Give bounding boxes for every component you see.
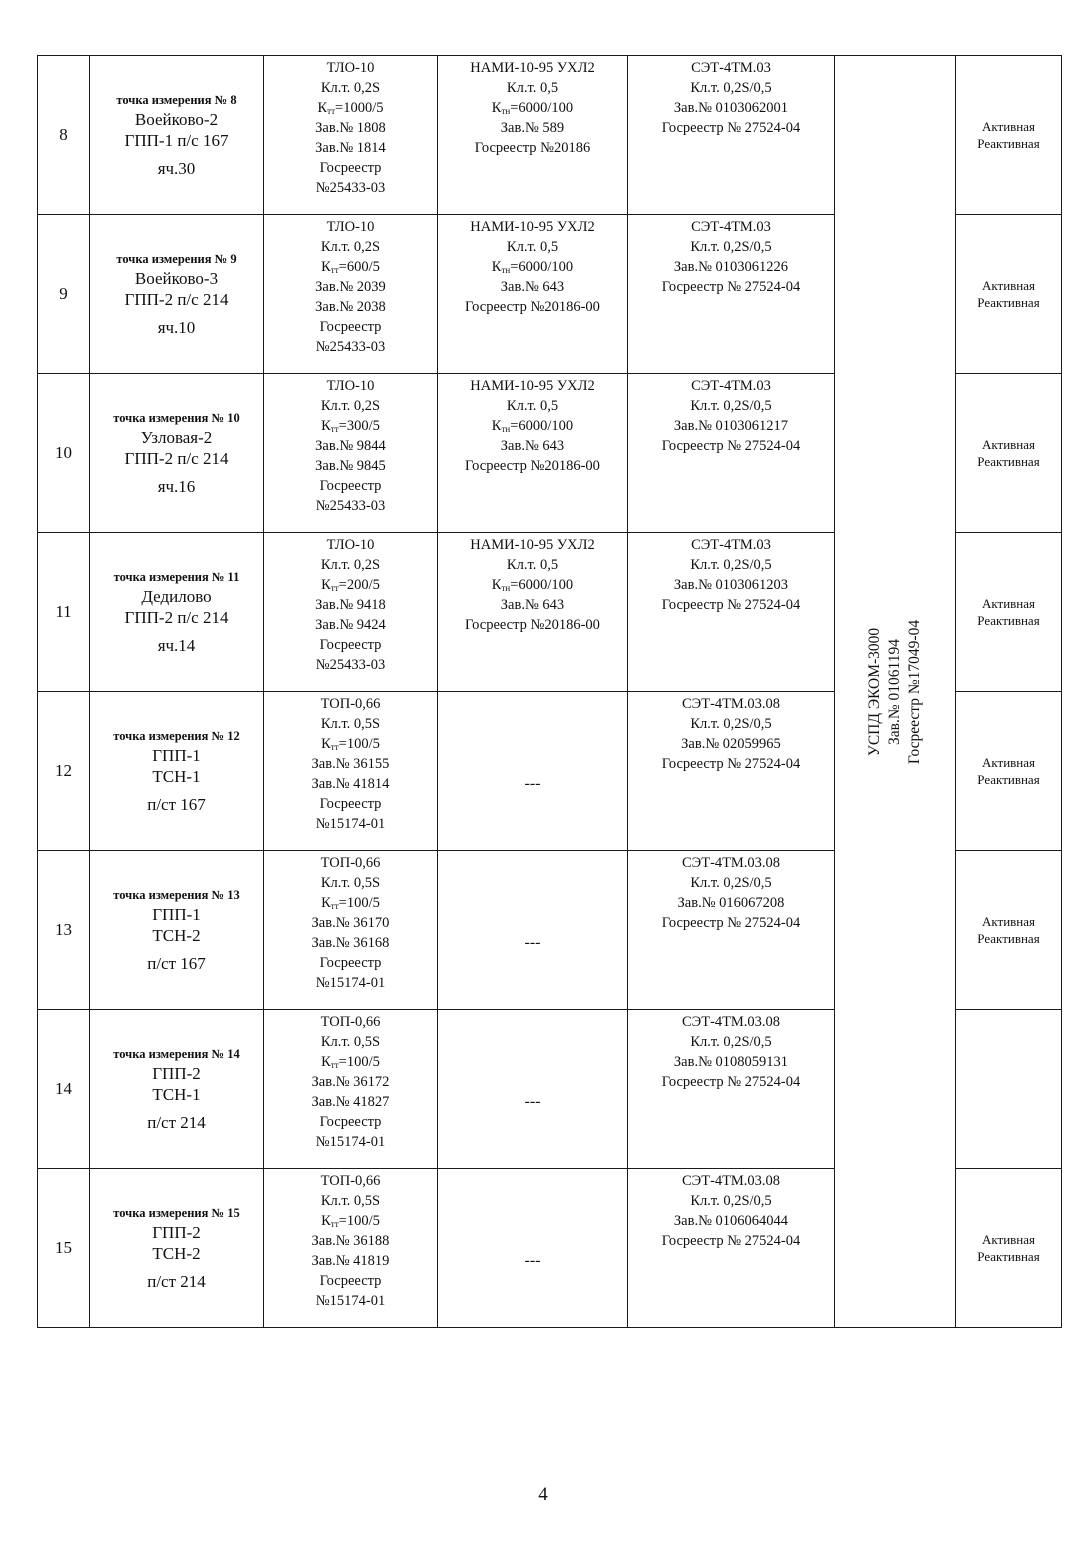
current-transformer-line: №15174-01 [315,816,386,832]
voltage-transformer-empty: --- [438,851,628,1010]
ratio-symbol: К [321,418,331,434]
current-transformer-cell [264,851,438,1010]
current-transformer-ratio [264,416,437,436]
row-number: 12 [38,692,90,851]
measurement-point-location: ТСН-1 [152,767,201,786]
measurement-point-cell [90,1010,264,1169]
current-transformer-line: Зав.№ 1814 [315,140,386,156]
voltage-transformer-empty: --- [438,1169,628,1328]
uspd-rotated-text [865,542,925,842]
meter-line: СЭТ-4ТМ.03.08 [682,696,780,712]
energy-type-cell [956,851,1062,1010]
voltage-transformer-line: НАМИ-10-95 УХЛ2 [470,60,595,76]
current-transformer-ratio [264,98,437,118]
current-transformer-line: Зав.№ 9418 [315,597,386,613]
meter-line: Госреестр № 27524-04 [661,279,801,295]
measurement-point-cell [90,533,264,692]
energy-type-label: Реактивная [977,454,1040,469]
meter-line: Кл.т. 0,2S/0,5 [690,716,772,732]
current-transformer-line: Зав.№ 9845 [315,458,386,474]
current-transformer-ratio [264,257,437,277]
measurement-point-location: Дедилово [141,587,212,606]
measurement-point-label: точка измерения № 11 [113,570,240,584]
current-transformer-cell [264,215,438,374]
ratio-symbol: К [491,100,502,116]
voltage-transformer-ratio [438,575,627,595]
voltage-transformer-line: Зав.№ 643 [500,279,565,295]
current-transformer-line: Зав.№ 41827 [311,1094,390,1110]
meter-line: Госреестр № 27524-04 [661,915,801,931]
current-transformer-line: Госреестр [319,1114,382,1130]
current-transformer-line: №25433-03 [315,498,386,514]
current-transformer-line: ТОП-0,66 [320,1014,381,1030]
voltage-transformer-line: НАМИ-10-95 УХЛ2 [470,537,595,553]
meter-line: Зав.№ 02059965 [681,736,781,752]
ratio-symbol: К [321,1213,331,1229]
ratio-subscript: тн [501,424,511,434]
current-transformer-line: Госреестр [319,1273,382,1289]
energy-type-cell [956,1169,1062,1328]
energy-type-label: Реактивная [977,136,1040,151]
current-transformer-ratio [264,893,437,913]
measurement-point-cell [90,374,264,533]
current-transformer-line: Кл.т. 0,5S [320,1193,381,1209]
current-transformer-cell [264,1010,438,1169]
energy-type-cell [956,374,1062,533]
voltage-transformer-ratio [438,257,627,277]
ratio-subscript: тт [330,901,339,911]
energy-type-label: Активная [981,119,1035,134]
ratio-value: =600/5 [338,259,380,275]
ratio-symbol: К [491,259,502,275]
voltage-transformer-empty: --- [438,1010,628,1169]
meter-line: СЭТ-4ТМ.03 [691,378,771,394]
energy-type-cell [956,56,1062,215]
current-transformer-line: №15174-01 [315,975,386,991]
current-transformer-line: Зав.№ 41814 [311,776,390,792]
voltage-transformer-line: Кл.т. 0,5 [506,398,559,414]
current-transformer-cell [264,692,438,851]
meter-cell [628,533,835,692]
row-number: 13 [38,851,90,1010]
current-transformer-line: Кл.т. 0,2S [320,80,381,96]
current-transformer-line: Госреестр [319,637,382,653]
current-transformer-line: Зав.№ 36188 [311,1233,390,1249]
meter-line: Госреестр № 27524-04 [661,120,801,136]
voltage-transformer-line: Зав.№ 643 [500,597,565,613]
measurement-points-table [37,55,1062,1328]
current-transformer-line: Зав.№ 36170 [311,915,390,931]
measurement-point-label: точка измерения № 8 [116,93,237,107]
uspd-cell [835,56,956,1328]
ratio-symbol: К [321,577,331,593]
current-transformer-line: Госреестр [319,478,382,494]
current-transformer-line: №25433-03 [315,180,386,196]
meter-cell [628,851,835,1010]
meter-line: Зав.№ 0108059131 [673,1054,789,1070]
ratio-value: =100/5 [338,1054,380,1070]
voltage-transformer-line: Госреестр №20186-00 [465,458,600,474]
measurement-point-label: точка измерения № 15 [113,1206,240,1220]
energy-type-label: Реактивная [977,1249,1040,1264]
row-number: 8 [38,56,90,215]
current-transformer-line: Зав.№ 1808 [315,120,386,136]
current-transformer-line: Госреестр [319,955,382,971]
ratio-symbol: К [491,577,502,593]
current-transformer-line: Госреестр [319,160,382,176]
meter-line: Зав.№ 0106064044 [673,1213,789,1229]
row-number: 11 [38,533,90,692]
current-transformer-cell [264,374,438,533]
measurement-point-cell [90,851,264,1010]
meter-line: СЭТ-4ТМ.03 [691,537,771,553]
ratio-subscript: тн [501,583,511,593]
measurement-point-location: яч.10 [157,318,196,337]
meter-line: Зав.№ 0103061217 [673,418,789,434]
voltage-transformer-ratio [438,98,627,118]
ratio-symbol: К [321,1054,331,1070]
measurement-point-location: ТСН-1 [152,1085,201,1104]
ratio-subscript: тт [330,583,339,593]
energy-type-label: Реактивная [977,613,1040,628]
meter-line: Кл.т. 0,2S/0,5 [690,80,772,96]
voltage-transformer-line: Госреестр №20186-00 [465,299,600,315]
measurement-point-location: ГПП-2 п/с 214 [124,608,229,627]
current-transformer-line: Зав.№ 36155 [311,756,390,772]
current-transformer-cell [264,533,438,692]
ratio-subscript: тт [330,424,339,434]
current-transformer-line: Зав.№ 36168 [311,935,390,951]
meter-line: Кл.т. 0,2S/0,5 [690,1193,772,1209]
ratio-value: =6000/100 [510,100,574,116]
meter-line: СЭТ-4ТМ.03 [691,219,771,235]
measurement-point-location: п/ст 167 [147,954,206,973]
voltage-transformer-cell [438,215,628,374]
meter-cell [628,1010,835,1169]
meter-line: СЭТ-4ТМ.03.08 [682,1173,780,1189]
voltage-transformer-cell [438,374,628,533]
current-transformer-ratio [264,1052,437,1072]
meter-line: Кл.т. 0,2S/0,5 [690,239,772,255]
measurement-point-location: яч.30 [157,159,196,178]
meter-cell [628,374,835,533]
voltage-transformer-line: Госреестр №20186 [474,140,591,156]
energy-type-label: Активная [981,596,1035,611]
voltage-transformer-line: НАМИ-10-95 УХЛ2 [470,219,595,235]
uspd-line: Зав.№ 01061194 [886,638,903,745]
current-transformer-ratio [264,1211,437,1231]
meter-cell [628,56,835,215]
current-transformer-line: Кл.т. 0,2S [320,398,381,414]
current-transformer-line: Кл.т. 0,5S [320,1034,381,1050]
measurement-point-location: ТСН-2 [152,1244,201,1263]
ratio-subscript: тт [330,742,339,752]
ratio-symbol: К [321,259,331,275]
energy-type-label: Активная [981,1232,1035,1247]
energy-type-label: Активная [981,755,1035,770]
ratio-value: =100/5 [338,1213,380,1229]
ratio-value: =200/5 [338,577,380,593]
measurement-point-label: точка измерения № 10 [113,411,240,425]
measurement-point-location: яч.16 [157,477,196,496]
current-transformer-line: №15174-01 [315,1293,386,1309]
row-number: 10 [38,374,90,533]
current-transformer-line: Кл.т. 0,5S [320,716,381,732]
measurement-point-label: точка измерения № 14 [113,1047,240,1061]
ratio-subscript: тт [330,1219,339,1229]
energy-type-label: Реактивная [977,931,1040,946]
current-transformer-line: Зав.№ 2039 [315,279,386,295]
current-transformer-line: Зав.№ 41819 [311,1253,390,1269]
meter-line: Госреестр № 27524-04 [661,597,801,613]
current-transformer-line: №15174-01 [315,1134,386,1150]
voltage-transformer-cell [438,56,628,215]
ratio-symbol: К [321,895,331,911]
uspd-line: Госреестр №17049-04 [906,619,923,764]
energy-type-label: Реактивная [977,295,1040,310]
energy-type-label: Реактивная [977,772,1040,787]
current-transformer-ratio [264,575,437,595]
current-transformer-line: Госреестр [319,319,382,335]
meter-line: Кл.т. 0,2S/0,5 [690,398,772,414]
measurement-point-location: яч.14 [157,636,196,655]
meter-line: СЭТ-4ТМ.03.08 [682,1014,780,1030]
measurement-point-location: ГПП-1 [152,746,201,765]
measurement-point-cell [90,215,264,374]
measurement-point-label: точка измерения № 13 [113,888,240,902]
current-transformer-line: №25433-03 [315,339,386,355]
energy-type-label: Активная [981,437,1035,452]
ratio-subscript: тн [501,106,511,116]
meter-line: Кл.т. 0,2S/0,5 [690,1034,772,1050]
current-transformer-line: ТЛО-10 [326,219,375,235]
uspd-line: УСПД ЭКОМ-3000 [866,627,883,756]
measurement-point-label: точка измерения № 12 [113,729,240,743]
measurement-point-location: ГПП-2 [152,1223,201,1242]
measurement-point-location: ГПП-2 п/с 214 [124,449,229,468]
measurement-point-location: Воейково-2 [134,110,219,129]
voltage-transformer-line: Кл.т. 0,5 [506,557,559,573]
current-transformer-line: Зав.№ 9844 [315,438,386,454]
energy-type-cell [956,1010,1062,1169]
meter-line: Кл.т. 0,2S/0,5 [690,875,772,891]
meter-line: Госреестр № 27524-04 [661,438,801,454]
meter-line: Зав.№ 0103061203 [673,577,789,593]
voltage-transformer-line: Кл.т. 0,5 [506,80,559,96]
voltage-transformer-line: Госреестр №20186-00 [465,617,600,633]
measurement-point-location: Узловая-2 [140,428,213,447]
measurement-point-location: ГПП-1 п/с 167 [124,131,229,150]
current-transformer-line: Госреестр [319,796,382,812]
ratio-symbol: К [491,418,502,434]
meter-line: СЭТ-4ТМ.03 [691,60,771,76]
ratio-value: =300/5 [338,418,380,434]
current-transformer-line: Зав.№ 2038 [315,299,386,315]
meter-cell [628,1169,835,1328]
measurement-point-location: п/ст 214 [147,1272,206,1291]
ratio-subscript: тт [330,265,339,275]
measurement-point-cell [90,692,264,851]
current-transformer-line: №25433-03 [315,657,386,673]
measurement-point-location: ГПП-2 п/с 214 [124,290,229,309]
ratio-value: =100/5 [338,736,380,752]
voltage-transformer-cell [438,533,628,692]
current-transformer-line: ТОП-0,66 [320,696,381,712]
measurement-point-cell [90,1169,264,1328]
ratio-subscript: тн [501,265,511,275]
current-transformer-line: ТОП-0,66 [320,855,381,871]
energy-type-label: Активная [981,278,1035,293]
voltage-transformer-line: Зав.№ 643 [500,438,565,454]
voltage-transformer-empty: --- [438,692,628,851]
current-transformer-line: ТЛО-10 [326,537,375,553]
energy-type-cell [956,215,1062,374]
meter-line: Госреестр № 27524-04 [661,1233,801,1249]
ratio-symbol: К [317,100,328,116]
meter-line: СЭТ-4ТМ.03.08 [682,855,780,871]
current-transformer-ratio [264,734,437,754]
voltage-transformer-line: Кл.т. 0,5 [506,239,559,255]
ratio-value: =100/5 [338,895,380,911]
current-transformer-line: Зав.№ 9424 [315,617,386,633]
page-number: 4 [538,1484,548,1505]
current-transformer-cell [264,1169,438,1328]
meter-line: Госреестр № 27524-04 [661,1074,801,1090]
meter-line: Кл.т. 0,2S/0,5 [690,557,772,573]
voltage-transformer-ratio [438,416,627,436]
energy-type-cell [956,692,1062,851]
energy-type-cell [956,533,1062,692]
current-transformer-line: Кл.т. 0,5S [320,875,381,891]
meter-cell [628,692,835,851]
meter-line: Зав.№ 0103062001 [673,100,789,116]
current-transformer-line: ТОП-0,66 [320,1173,381,1189]
ratio-subscript: тт [327,106,336,116]
meter-line: Зав.№ 016067208 [677,895,785,911]
measurement-point-location: п/ст 214 [147,1113,206,1132]
current-transformer-line: Кл.т. 0,2S [320,557,381,573]
energy-type-label: Активная [981,914,1035,929]
current-transformer-line: Зав.№ 36172 [311,1074,390,1090]
row-number: 14 [38,1010,90,1169]
voltage-transformer-line: Зав.№ 589 [500,120,565,136]
row-number: 9 [38,215,90,374]
meter-cell [628,215,835,374]
ratio-subscript: тт [330,1060,339,1070]
current-transformer-line: ТЛО-10 [326,60,375,76]
meter-line: Зав.№ 0103061226 [673,259,789,275]
measurement-point-label: точка измерения № 9 [116,252,237,266]
measurement-point-location: ГПП-2 [152,1064,201,1083]
measurement-point-cell [90,56,264,215]
measurement-point-location: Воейково-3 [134,269,219,288]
ratio-symbol: К [321,736,331,752]
meter-line: Госреестр № 27524-04 [661,756,801,772]
ratio-value: =6000/100 [510,259,574,275]
voltage-transformer-line: НАМИ-10-95 УХЛ2 [470,378,595,394]
measurement-point-location: ГПП-1 [152,905,201,924]
measurement-point-location: ТСН-2 [152,926,201,945]
ratio-value: =1000/5 [335,100,384,116]
ratio-value: =6000/100 [510,418,574,434]
current-transformer-cell [264,56,438,215]
ratio-value: =6000/100 [510,577,574,593]
current-transformer-line: Кл.т. 0,2S [320,239,381,255]
table-row [38,56,1062,215]
row-number: 15 [38,1169,90,1328]
current-transformer-line: ТЛО-10 [326,378,375,394]
measurement-point-location: п/ст 167 [147,795,206,814]
